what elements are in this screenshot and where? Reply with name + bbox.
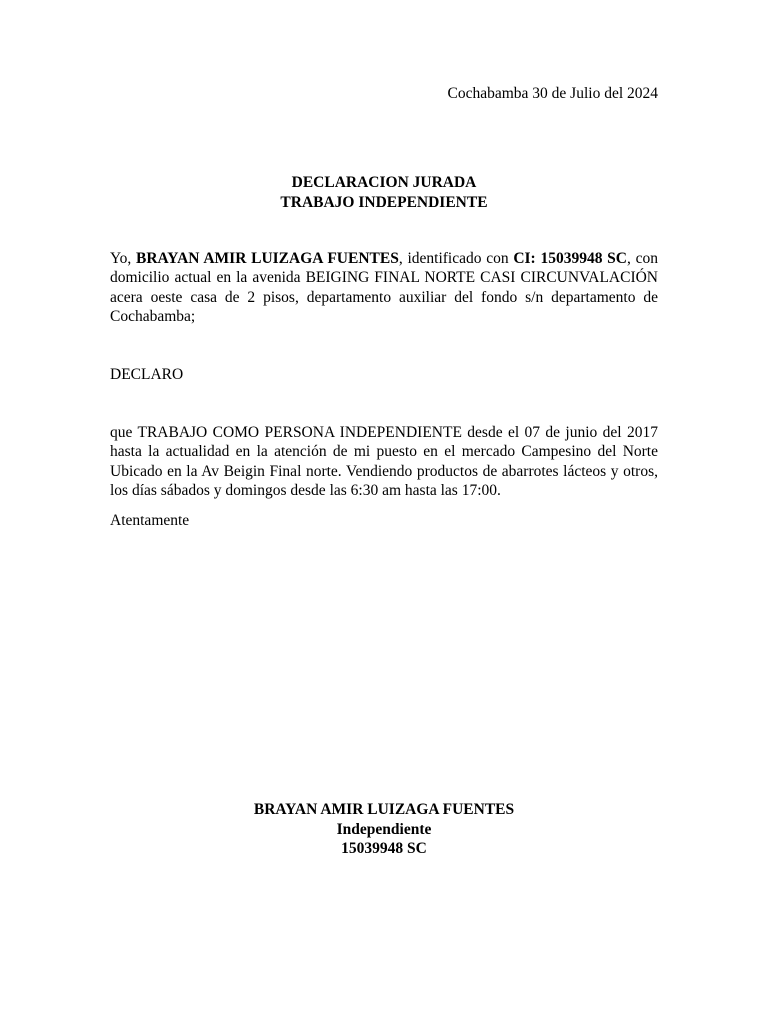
intro-prefix: Yo, xyxy=(110,250,136,267)
title-line-1: DECLARACION JURADA xyxy=(291,174,477,191)
signature-name: BRAYAN AMIR LUIZAGA FUENTES xyxy=(253,801,515,818)
declarant-ci: CI: 15039948 SC xyxy=(513,250,627,267)
signature-id: 15039948 SC xyxy=(341,840,427,857)
document-page xyxy=(110,0,658,1024)
intro-mid: , identificado con xyxy=(398,250,514,267)
date-line: Cochabamba 30 de Julio del 2024 xyxy=(447,85,658,102)
document-title xyxy=(110,173,658,212)
declaro-heading: DECLARO xyxy=(110,366,184,383)
closing-text: Atentamente xyxy=(110,512,190,529)
title-line-2: TRABAJO INDEPENDIENTE xyxy=(280,193,488,211)
signature-role: Independiente xyxy=(336,820,432,838)
declarant-name: BRAYAN AMIR LUIZAGA FUENTES xyxy=(136,250,399,267)
intro-paragraph xyxy=(110,249,658,326)
signature-block xyxy=(110,800,658,859)
declaration-body: que TRABAJO COMO PERSONA INDEPENDIENTE desde el 07 de junio del 2017 hasta la actualidad en la atención de mi puesto en el mercado Campesino del Norte Ubicado en la Av Beigin Final norte. Vendiendo productos de abarrotes lácteos y otros, los días sábados y domingos desde las 6:30 am hasta las 17:00. xyxy=(110,424,658,499)
intro-suffix: , con domicilio actual en la avenida BEIGING FINAL NORTE CASI CIRCUNVALACIÓN acera oeste casa de 2 pisos, departamento auxiliar del fondo s/n departamento de Cochabamba; xyxy=(110,250,658,325)
